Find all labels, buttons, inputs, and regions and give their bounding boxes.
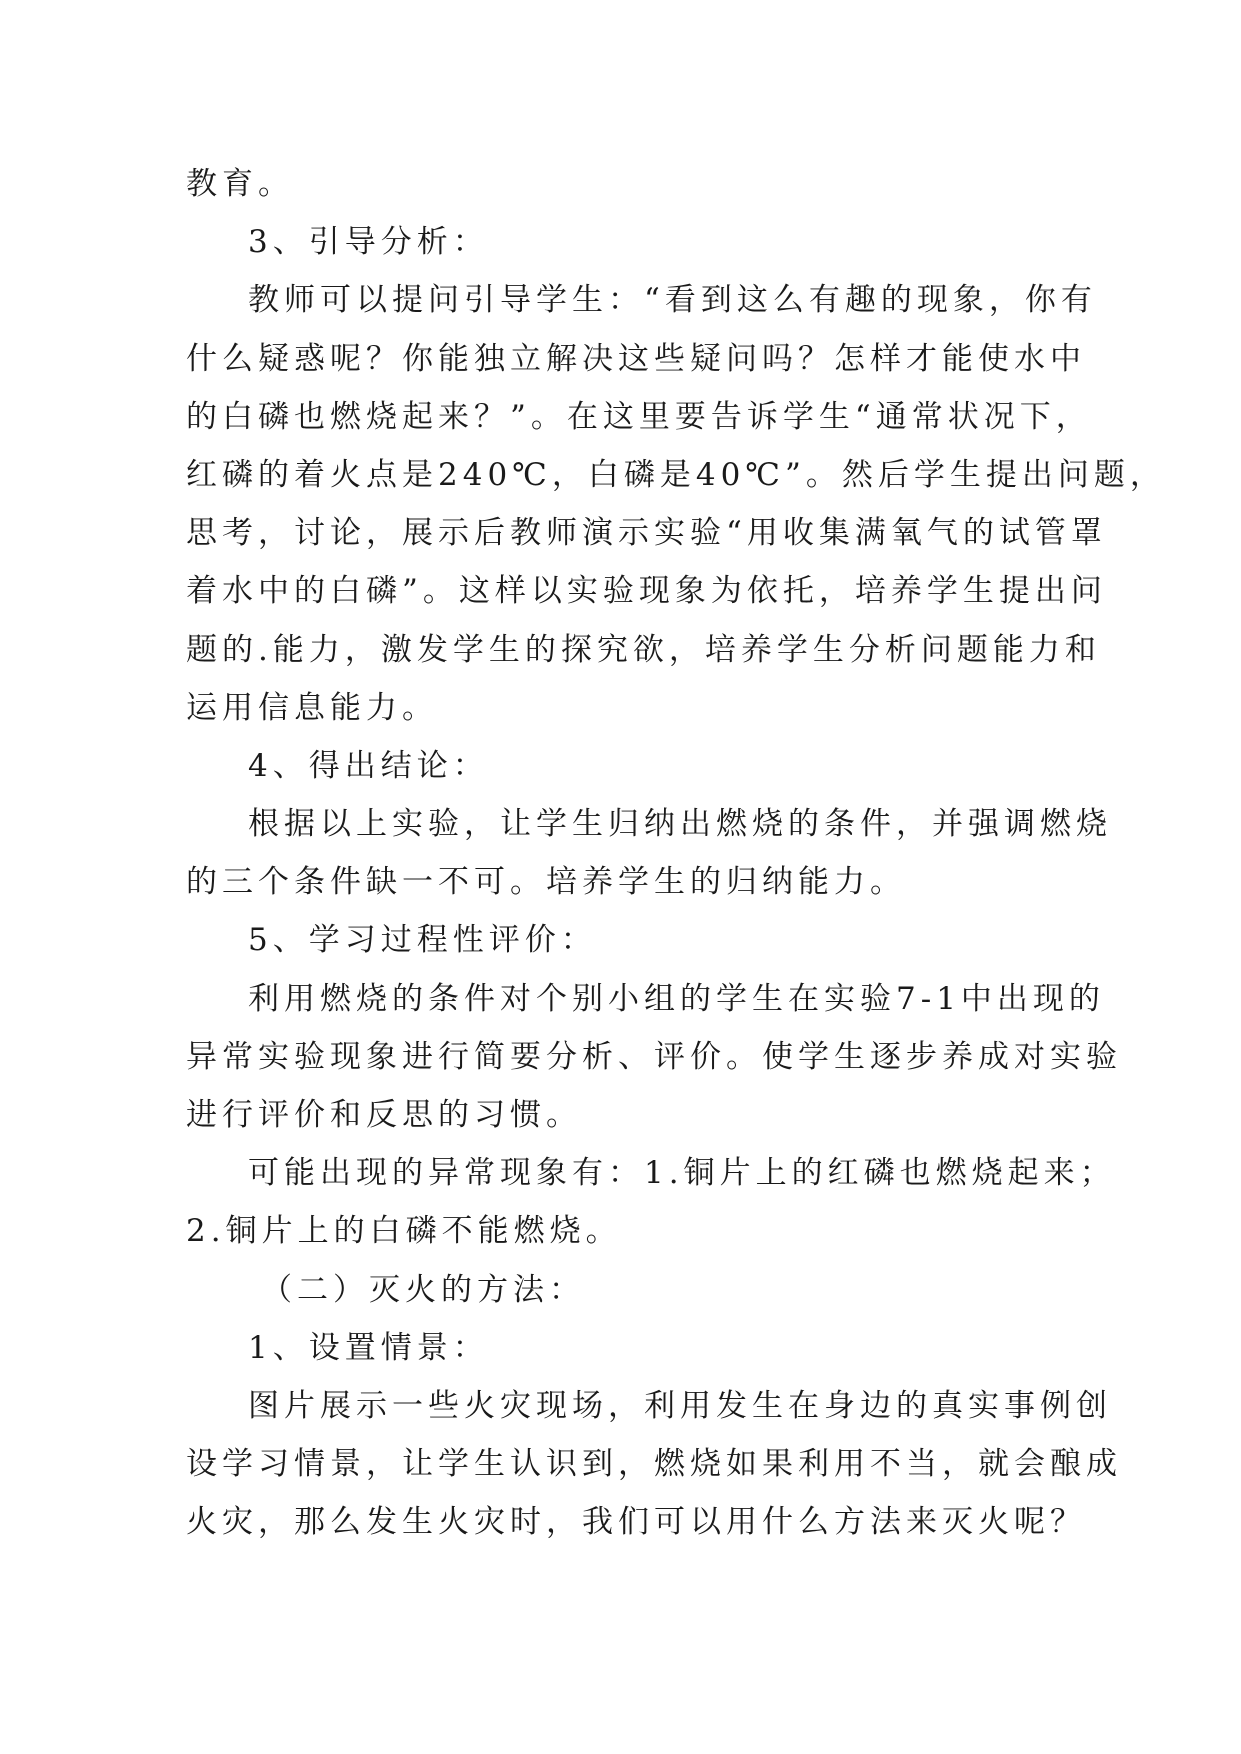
text-line: 4、得出结论： bbox=[248, 747, 489, 784]
text-line: 3、引导分析： bbox=[248, 224, 489, 261]
text-line: 教师可以提问引导学生：“看到这么有趣的现象，你有 bbox=[248, 282, 1097, 319]
text-line: 设学习情景，让学生认识到，燃烧如果利用不当，就会酿成 bbox=[186, 1446, 1122, 1483]
text-line: 红磷的着火点是240℃，白磷是40℃”。然后学生提出问题， bbox=[186, 456, 1166, 493]
text-line: 的三个条件缺一不可。培养学生的归纳能力。 bbox=[186, 864, 906, 901]
text-line: 2.铜片上的白磷不能燃烧。 bbox=[186, 1213, 622, 1250]
document-body bbox=[186, 155, 1166, 1552]
text-line: 火灾，那么发生火灾时，我们可以用什么方法来灭火呢？ bbox=[186, 1504, 1086, 1541]
text-line: 的白磷也燃烧起来？”。在这里要告诉学生“通常状况下， bbox=[186, 398, 1092, 435]
text-line: 运用信息能力。 bbox=[186, 689, 438, 726]
text-line: 着水中的白磷”。这样以实验现象为依托，培养学生提出问 bbox=[186, 573, 1107, 610]
text-line: 根据以上实验，让学生归纳出燃烧的条件，并强调燃烧 bbox=[248, 806, 1112, 843]
text-line: 可能出现的异常现象有：1.铜片上的红磷也燃烧起来； bbox=[248, 1155, 1116, 1192]
text-line: 进行评价和反思的习惯。 bbox=[186, 1097, 582, 1133]
text-line: 1、设置情景： bbox=[248, 1329, 489, 1366]
text-line: 思考，讨论，展示后教师演示实验“用收集满氧气的试管罩 bbox=[186, 515, 1107, 552]
text-line: 利用燃烧的条件对个别小组的学生在实验7-1中出现的 bbox=[248, 980, 1105, 1017]
text-line: （二）灭火的方法： bbox=[261, 1271, 585, 1308]
text-line: 异常实验现象进行简要分析、评价。使学生逐步养成对实验 bbox=[186, 1038, 1122, 1075]
text-line: 什么疑惑呢？你能独立解决这些疑问吗？怎样才能使水中 bbox=[186, 340, 1086, 377]
text-line: 5、学习过程性评价： bbox=[248, 922, 597, 959]
text-line: 教育。 bbox=[186, 166, 294, 202]
text-line: 图片展示一些火灾现场，利用发生在身边的真实事例创 bbox=[248, 1387, 1112, 1424]
text-line: 题的.能力，激发学生的探究欲，培养学生分析问题能力和 bbox=[186, 631, 1101, 668]
